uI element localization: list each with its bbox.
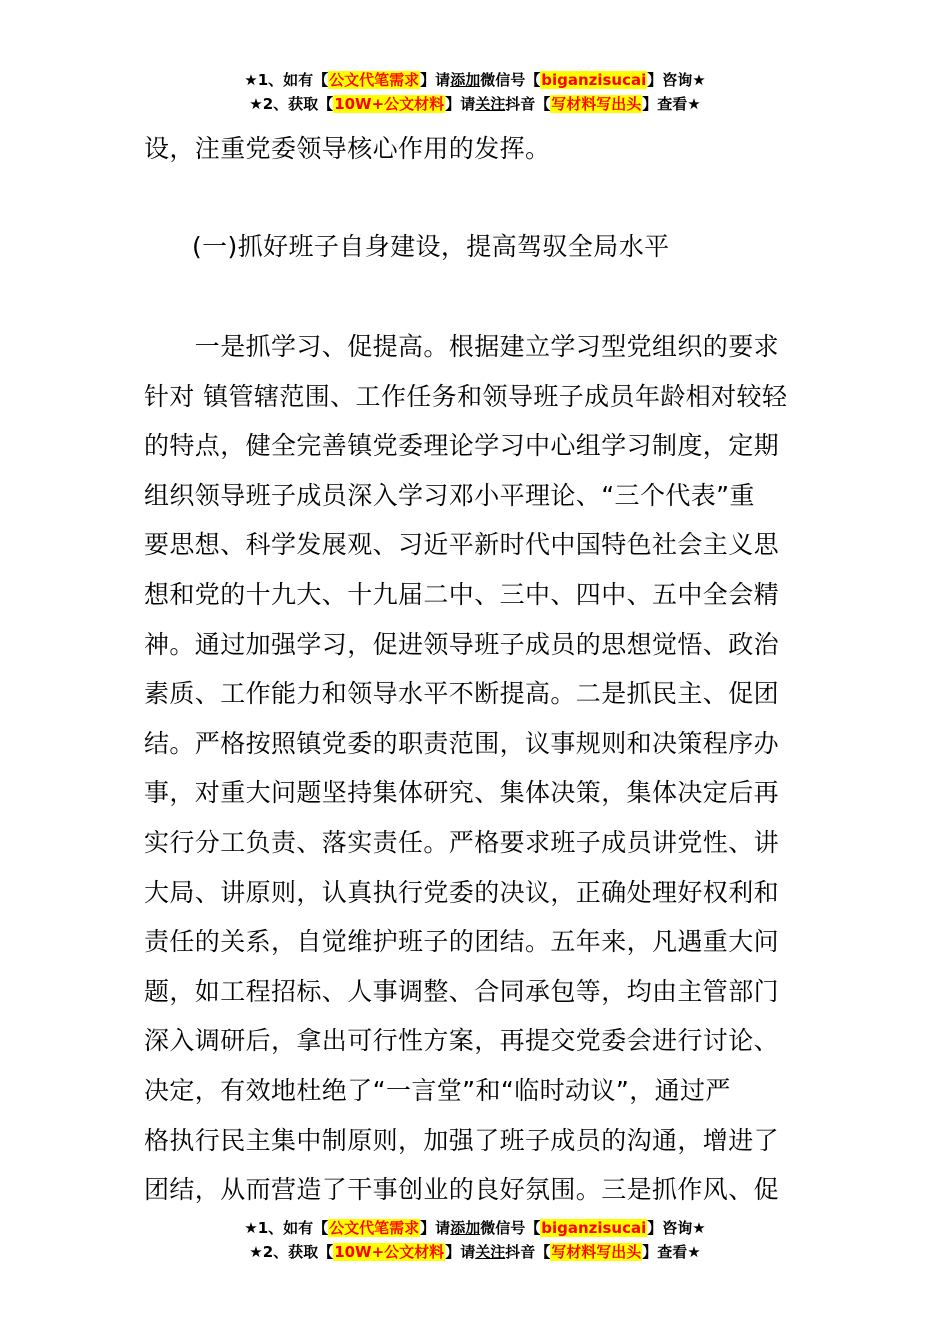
banner-line-1 <box>0 68 950 92</box>
heading-text: (一)抓好班子自身建设，提高驾驭全局水平 <box>192 232 670 261</box>
highlight-douyin-account: 写材料写出头 <box>551 1243 642 1261</box>
text-line: 素质、工作能力和领导水平不断提高。二是抓民主、促团 <box>144 679 780 709</box>
text-line: 实行分工负责、落实责任。严格要求班子成员讲党性、讲 <box>144 827 780 857</box>
banner-text: 微信号【 <box>480 71 541 89</box>
highlight-wechat-id: biganzisucai <box>541 71 647 89</box>
text-line: 题，如工程招标、人事调整、合同承包等，均由主管部门 <box>144 976 780 1006</box>
banner-text: ★2、获取【 <box>249 1243 334 1261</box>
banner-emphasis: 关注 <box>475 95 506 113</box>
banner-line-2 <box>0 92 950 116</box>
banner-text: 】请 <box>445 95 476 113</box>
text-line: 一是抓学习、促提高。根据建立学习型党组织的要求 <box>144 332 780 361</box>
highlight-materials: 10W+公文材料 <box>334 1243 445 1261</box>
banner-text: 微信号【 <box>480 1219 541 1237</box>
banner-text: 】查看★ <box>642 95 701 113</box>
header-banner <box>0 68 950 116</box>
highlight-materials: 10W+公文材料 <box>334 95 445 113</box>
text-line: 想和党的十九大、十九届二中、三中、四中、五中全会精 <box>144 579 780 609</box>
banner-text: 】请 <box>420 1219 451 1237</box>
footer-banner <box>0 1216 950 1264</box>
text-line: 设，注重党委领导核心作用的发挥。 <box>144 134 551 163</box>
text-line: 事，对重大问题坚持集体研究、集体决策，集体决定后再 <box>144 778 780 808</box>
text-line: 大局、讲原则，认真执行党委的决议，正确处理好权利和 <box>144 877 780 907</box>
banner-line-2 <box>0 1240 950 1264</box>
banner-text: ★1、如有【 <box>244 71 329 89</box>
text-line: 深入调研后，拿出可行性方案，再提交党委会进行讨论、 <box>144 1026 780 1056</box>
banner-text: 】查看★ <box>642 1243 701 1261</box>
banner-line-1 <box>0 1216 950 1240</box>
highlight-service: 公文代笔需求 <box>329 1219 420 1237</box>
text-line: 格执行民主集中制原则，加强了班子成员的沟通，增进了 <box>144 1125 780 1155</box>
continuation-line <box>144 124 808 174</box>
body-paragraph <box>144 322 808 1215</box>
banner-text: 】请 <box>420 71 451 89</box>
text-line: 团结，从而营造了干事创业的良好氛围。三是抓作风、促 <box>144 1175 780 1205</box>
banner-text: ★2、获取【 <box>249 95 334 113</box>
banner-emphasis: 关注 <box>475 1243 506 1261</box>
text-line: 组织领导班子成员深入学习邓小平理论、“三个代表”重 <box>144 480 755 510</box>
banner-text: ★1、如有【 <box>244 1219 329 1237</box>
text-line: 神。通过加强学习，促进领导班子成员的思想觉悟、政治 <box>144 629 780 659</box>
banner-text: 】请 <box>445 1243 476 1261</box>
text-line: 责任的关系，自觉维护班子的团结。五年来，凡遇重大问 <box>144 927 780 957</box>
text-line: 要思想、科学发展观、习近平新时代中国特色社会主义思 <box>144 530 780 560</box>
banner-text: 抖音【 <box>505 95 551 113</box>
highlight-service: 公文代笔需求 <box>329 71 420 89</box>
text-line: 决定，有效地杜绝了“一言堂”和“临时动议”，通过严 <box>144 1075 731 1105</box>
text-line: 结。严格按照镇党委的职责范围，议事规则和决策程序办 <box>144 728 780 758</box>
highlight-wechat-id: biganzisucai <box>541 1219 647 1237</box>
highlight-douyin-account: 写材料写出头 <box>551 95 642 113</box>
section-heading <box>192 222 808 272</box>
text-line: 的特点，健全完善镇党委理论学习中心组学习制度，定期 <box>144 431 780 461</box>
banner-emphasis: 添加 <box>450 1219 481 1237</box>
text-line: 针对 镇管辖范围、工作任务和领导班子成员年龄相对较轻 <box>144 381 788 411</box>
banner-text: 】咨询★ <box>647 1219 706 1237</box>
banner-text: 抖音【 <box>505 1243 551 1261</box>
banner-emphasis: 添加 <box>450 71 481 89</box>
banner-text: 】咨询★ <box>647 71 706 89</box>
